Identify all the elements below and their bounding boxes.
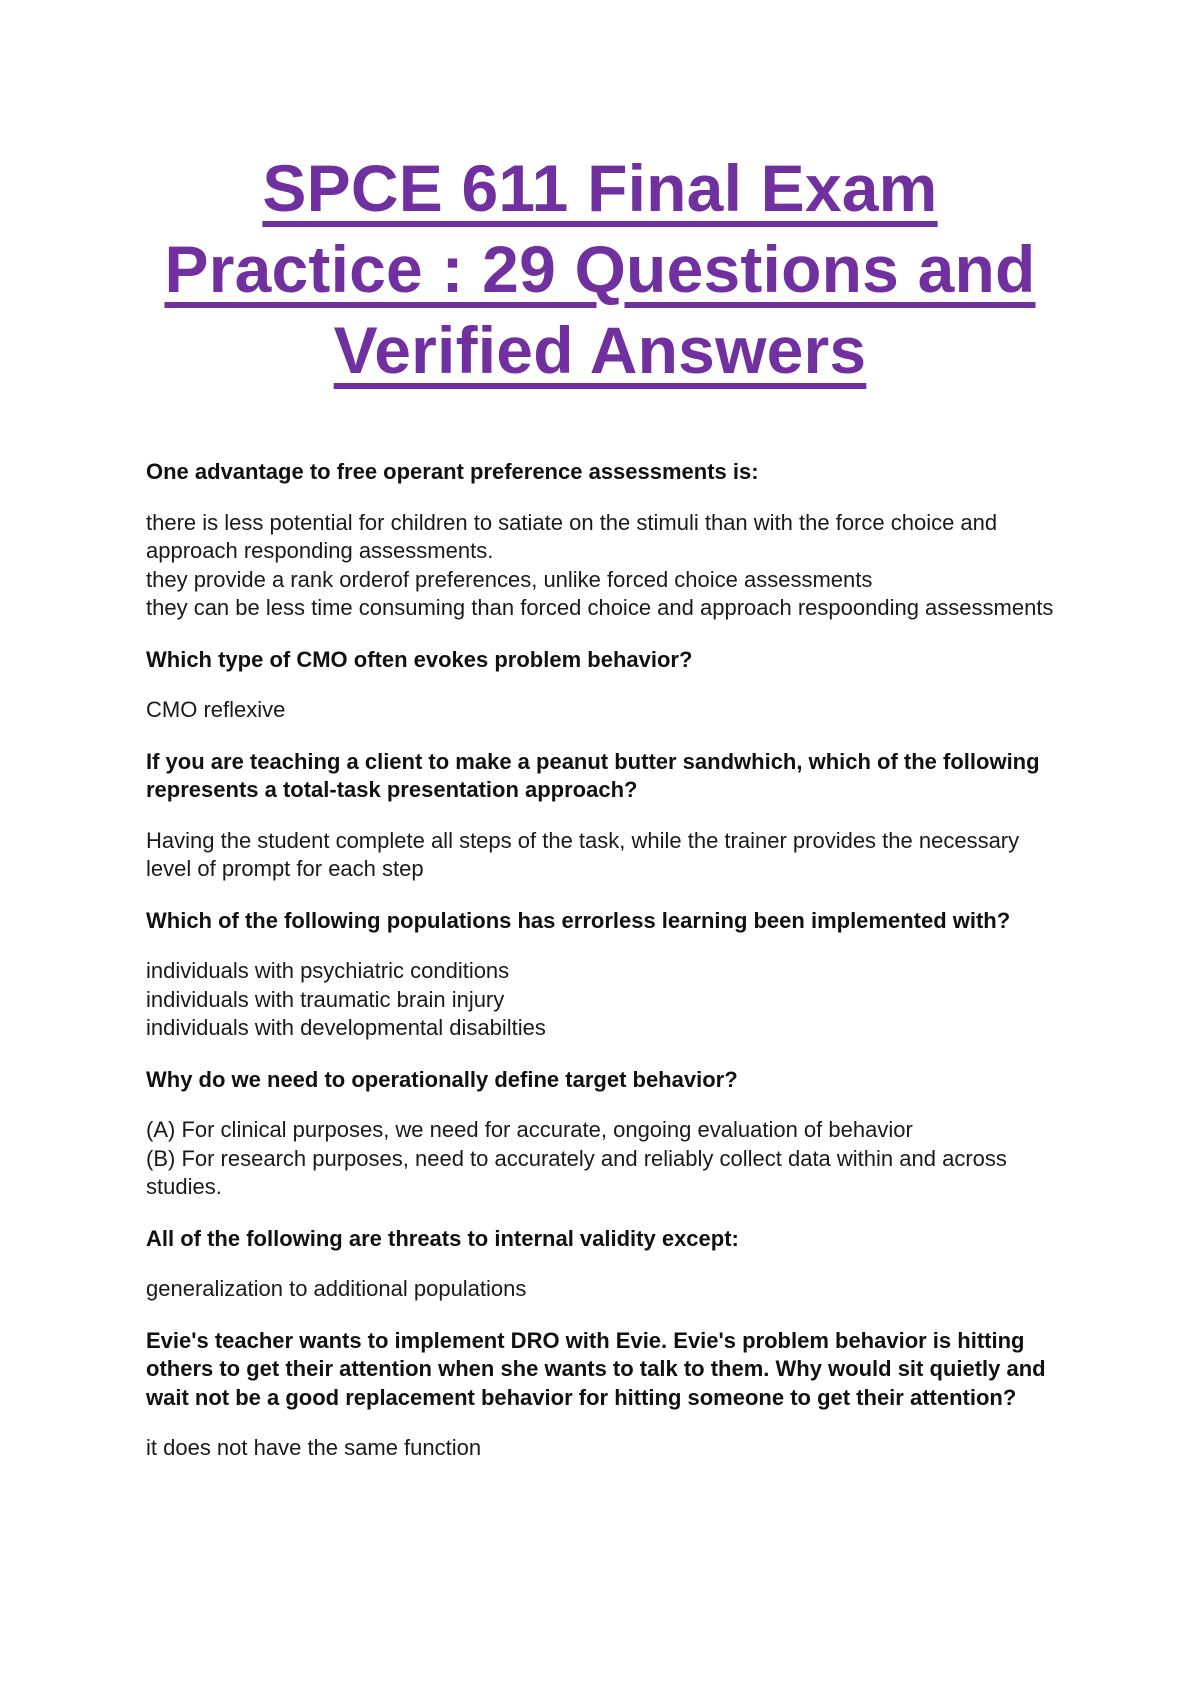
- question-4: Which of the following populations has errorless learning been implemented with?: [146, 907, 1011, 933]
- qa-list: [146, 458, 1066, 1486]
- qa-item-1: [146, 458, 1066, 623]
- answer-4-line-1: individuals with psychiatric conditions: [146, 958, 510, 983]
- answer-4-line-3: individuals with developmental disabilties: [146, 1015, 546, 1040]
- answer-2-line-1: CMO reflexive: [146, 697, 286, 722]
- answer-7-line-1: it does not have the same function: [146, 1435, 482, 1460]
- qa-item-3: [146, 748, 1066, 884]
- question-2: Which type of CMO often evokes problem behavior?: [146, 646, 693, 672]
- qa-item-6: [146, 1225, 1066, 1304]
- question-6: All of the following are threats to internal validity except:: [146, 1225, 739, 1251]
- answer-5: [146, 1116, 1066, 1202]
- answer-2: [146, 696, 1066, 725]
- answer-4-line-2: individuals with traumatic brain injury: [146, 986, 505, 1012]
- answer-5-line-1: (A) For clinical purposes, we need for accurate, ongoing evaluation of behavior: [146, 1117, 913, 1142]
- answer-5-line-2: (B) For research purposes, need to accurately and reliably collect data within and across studies.: [146, 1145, 1007, 1199]
- answer-6-line-1: generalization to additional populations: [146, 1276, 527, 1301]
- title-line-2: Practice : 29 Questions and: [164, 232, 1036, 306]
- qa-item-7: [146, 1327, 1066, 1463]
- answer-1: [146, 509, 1066, 623]
- question-7: Evie's teacher wants to implement DRO with Evie. Evie's problem behavior is hitting others to get their attention when she wants to talk to them. Why would sit quietly and wait not be a good replacement behavior for hitting someone to get their attention?: [146, 1327, 1046, 1410]
- answer-7: [146, 1434, 1066, 1463]
- qa-item-4: [146, 907, 1066, 1043]
- title-line-3: Verified Answers: [333, 313, 867, 387]
- answer-3: [146, 827, 1066, 884]
- answer-1-line-3: they can be less time consuming than forced choice and approach respoonding assessments: [146, 595, 1054, 620]
- qa-item-2: [146, 646, 1066, 725]
- question-5: Why do we need to operationally define target behavior?: [146, 1066, 738, 1092]
- answer-3-line-1: Having the student complete all steps of the task, while the trainer provides the necessary level of prompt for each step: [146, 827, 1020, 881]
- title-line-1: SPCE 611 Final Exam: [262, 151, 938, 225]
- answer-6: [146, 1275, 1066, 1304]
- answer-4: [146, 957, 1066, 1043]
- answer-1-line-1: there is less potential for children to satiate on the stimuli than with the force choice and approach responding assessments.: [146, 509, 998, 563]
- question-1: One advantage to free operant preference assessments is:: [146, 459, 759, 484]
- qa-item-5: [146, 1066, 1066, 1202]
- answer-1-line-2: they provide a rank orderof preferences, unlike forced choice assessments: [146, 566, 873, 592]
- document-title: [120, 148, 1080, 391]
- question-3: If you are teaching a client to make a peanut butter sandwhich, which of the following represents a total-task presentation approach?: [146, 748, 1040, 802]
